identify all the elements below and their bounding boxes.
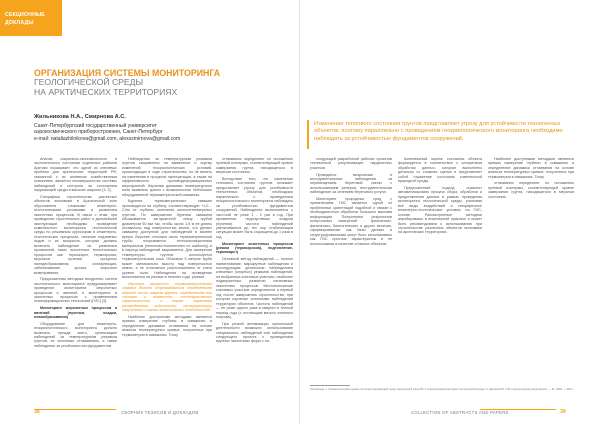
page-number-right: 39: [560, 409, 566, 415]
paragraph: Бурение термометрических скважин производится на глубину, соответствующую +1,0…2,0м от глубины залегания многолетнемерзлых грунтов. По завершении бурения скважина обсаживается заглушенной снизу трубой диаметром 50 мм так, чтобы около 1,5 м ее длины оставалось над поверхностью земли, что делает скважину доступной для наблюдений в зимнее время. Верхние оголовки часть термометрической трубы покрываются теплоизоляционным материалом (пенопласт/полиэтилен по шаблону) и в период наблюдений закрывается. Для измерения температуры грунтов используется термометрическая коса. Объемом 5 метров труба может минимально высоту над поверхностью земли, и не отличаться расположением от снега уровня поля. Наблюдения на проведение выполняются на разные в течение года, разные.: [122, 199, 212, 279]
paragraph: Комплексный оценке состояния объекта формируется в соответствии с алгоритмом обработки данных, которые выполнены детально со сложная оценка и представляет собой отражение состояния комплексной природной среды.: [398, 157, 482, 184]
paragraph: При резкой активизации ореонномой деятельности возможно использование специальных наблюдений или наблюдения следующего проекта с проведением крупных экзогенных форм с по-: [216, 321, 293, 344]
text-column-6: [488, 157, 574, 201]
footer-title-left: СБОРНИК ТЕЗИСОВ И ДОКЛАДОВ: [121, 410, 199, 415]
pull-quote-text: Изменение теплового состояния грунтов представляет угрозу для устойчивости техногенных объектов, поэтому параллельно с проведением геокриологического мониторинга необходимо наблюдать за устойчивостью фундаментов сооружений.: [314, 121, 563, 142]
footnote: Литература. 1. Геоэкологическая оценка состояния окружающей среды Арктической зоны РФ. 2. Комплексный мониторинг геологической среды. 3. Цветков В.Я. ГИС в экологическом мониторинге. — М., 2018. — 260 с.: [310, 388, 574, 391]
paragraph: следующей разработкой рабочих проектов технической рекультивации нарушенных участков.: [310, 157, 392, 170]
authors: Жильникова Н.А., Смирнова А.С.: [34, 114, 126, 120]
paragraph: Мониторинг природных сред с применением ГИС является одной из проблемных ориентаций подобной и связан с необходимостью обработки большого массива информации. Получением результатов контрольных измерений - физических, физических, биологических и других величин, сформированные как базы данных и структурированными могут быть использованы как ГИС простые характеристик и не использованы в качестве сложных объектов.: [310, 197, 392, 246]
pull-quote: [307, 118, 573, 152]
paragraph: Анализ социально-экономического и экологического состояния отдельных районов Арктики показывает, что одной из ключевых проблем для арктических территорий РФ, связанной с их активным хозяйственным освоением, является несовершенство системы наблюдений и контроля за состоянием окружающей среды в высоких широтах [1, 2].: [34, 157, 117, 193]
paragraph: Наиболее доступными методами являются прямая измерение глубины в скважинах и определение динамики оттаивания на основе анализа температурных кривых, полученных при термометрии в скважинах. Точку: [488, 157, 574, 179]
article-title: [34, 68, 274, 97]
pull-quote-bar: [307, 120, 309, 149]
title-sub-2: НА АРКТИЧЕСКИХ ТЕРРИТОРИЯХ: [34, 86, 178, 97]
affiliation-line-1: Санкт-Петербургский государственный университет: [34, 123, 157, 129]
text-column-5: [398, 157, 482, 237]
paragraph: Наиболее доступными методами являются прямая измерение глубины в скважинах и определение динамики оттаивания на основе анализа температурных кривых, полученных при термометрии в скважинах. Точку: [122, 314, 212, 337]
paragraph: оттаивания определяют по положению нулевой изотермы, соответствующей кровле замерзания грунта, находящегося в мерзлом состоянии.: [216, 157, 293, 175]
paragraph: Оборудование для инженерно-геокриологического мониторинга должно включать, прежде всего, организацию наблюдений за температурным режимом грунтов, их сезонным оттаиванием, а также наблюдения за устойчивостью фундаментов.: [34, 321, 117, 348]
text-column-4: [310, 157, 392, 248]
text-column-3: [216, 157, 293, 346]
paragraph: Специфика строительства различных объектов экономики в Арктической зоне обусловлена сложными инженерно-геологическими условиями и развитием экзогенных процессов. В связи с этим, при проведении строительных работ и дальнейшей эксплуатации необходимо проведение комплексного мониторинга геологической среды по режимным кругозорам в инженерно-геологических процессах, наличие подземных льдов и их мощность, которые должны включать наблюдение за развитием проявлений таких экзогенных геологических процессов как: термокарст, термоэрозия, морозное пучение, процессы наледеобразования, солифлюкция, заболачивание, эрозия, морозное выветривание.: [34, 194, 117, 275]
section-tab-line1: СЕКЦИОННЫЕ: [5, 12, 45, 18]
page-number-left: 38: [34, 409, 40, 415]
text-column-1: [34, 157, 117, 351]
title-main: ОРГАНИЗАЦИЯ СИСТЕМЫ МОНИТОРИНГА: [34, 68, 221, 78]
section-tab: [0, 0, 62, 36]
email-line: e-mail: nataliazhilnikova@gmail.com, alexssmirnova@gmail.com: [34, 135, 181, 142]
paragraph: Вследствие того, что изменение теплового состояния грунтов понижает представляет угрозу для устойчивости техногенных объектов, необходимо параллельно с проведением геокриологического мониторинга наблюдать за устойчивостью фундаментов сооружений. Наблюдения выполняются с частотой не реже 1 - 2 раз в год. При проявлении недопустимых осадков (пучения) частота наблюдений увеличивается до тех пор стабилизации ситуации может быть сокращена до 1 раза в год.: [216, 177, 293, 239]
title-sub-1: ГЕОЛОГИЧЕСКОЙ СРЕДЫ: [34, 77, 144, 87]
paragraph: Основной метод наблюдений — полное наименование, маршрутные наблюдения и последующим детальным наблюдением ключевых (опорных) режимов наблюдений, на выбранных ключевых участках, наиболее подверженных развитию негативных экзогенных процессов. Местоположение ключевых участков определяются и первый год после завершения строительства, при котором изучение сезонными наблюдений территории объектов. Частота наблюдений — не реже одного раза в квартал в теплый период года (с отстающим малого снежного покрова).: [216, 257, 293, 319]
footnote-rule: [310, 385, 350, 386]
footer-rule-left: [34, 409, 116, 410]
section-tab-line2: ДОКЛАДЫ: [5, 20, 34, 26]
paragraph: Предложенный подход позволит автоматизировать процесс сбора, обработки и представления данных в рамках проведения мониторинга геологической среды, учитывая все виды воздействий и специфичные инженерно-геологические условия, на ГИС-основе. Рассмотренные методики апробированы в инженерной практике и может быть рекомендована к использованию при строительстве различных объектов экономики на арктических территориях.: [398, 185, 482, 235]
affiliation-line-2: аэрокосмического приборостроения, Санкт-Петербург: [34, 129, 163, 136]
page-fold: [299, 0, 300, 424]
paragraph: Наблюдения за температурным режимом грунтов направлены на выявление и оценку изменений геокриологических условий, происходящих в ходе строительства, но не влиять на изменения в процессе эксплуатации, а также на эффективность противодеформационных мероприятий. Изучение динамики температурного поля выявлять кратко с возможностью небольших оборудованной термометрической скважины.: [122, 157, 212, 197]
subheading: Мониторинг экзогенных процессов (режим (термоэрозия), подтопление, термокарст): [216, 241, 293, 255]
emphasis-paragraph: Изучение мощности термометрическими скважин должно сопровождаться определением верхней части разреза грунта, определением его состава и влажности, теплофизических характеристик, а также характера распределения льдистости, интерпретации полученных и оценки кинетических особенностей.: [122, 281, 212, 313]
affiliation: [34, 123, 284, 142]
text-column-2: [122, 157, 212, 339]
paragraph: Предложенная методика внедрения систем экологического мониторинга предусматривает проведение мониторинга мерзлотных процессов и явлений и мониторинга в экзогенных процессах с применением геоинформационных технологий (ГИС) [3].: [34, 277, 117, 304]
footer-title-right: COLLECTION OF ABSTRACTS AND PAPERS: [411, 410, 509, 415]
paragraph: оттаивания определяют по положению нулевой изотермы, соответствующей кровле замерзания грунта, находящегося в мерзлом состоянии.: [488, 181, 574, 199]
subheading: Мониторинг мерзлотных процессов и явлений (пучения, осадки, новообразования): [34, 306, 117, 319]
paragraph: Проводится визуальные и инструментальные наблюдения за перемещением береговой линии с использованием реперов, инструментальная наблюдение за сечением берегового уступа.: [310, 172, 392, 195]
